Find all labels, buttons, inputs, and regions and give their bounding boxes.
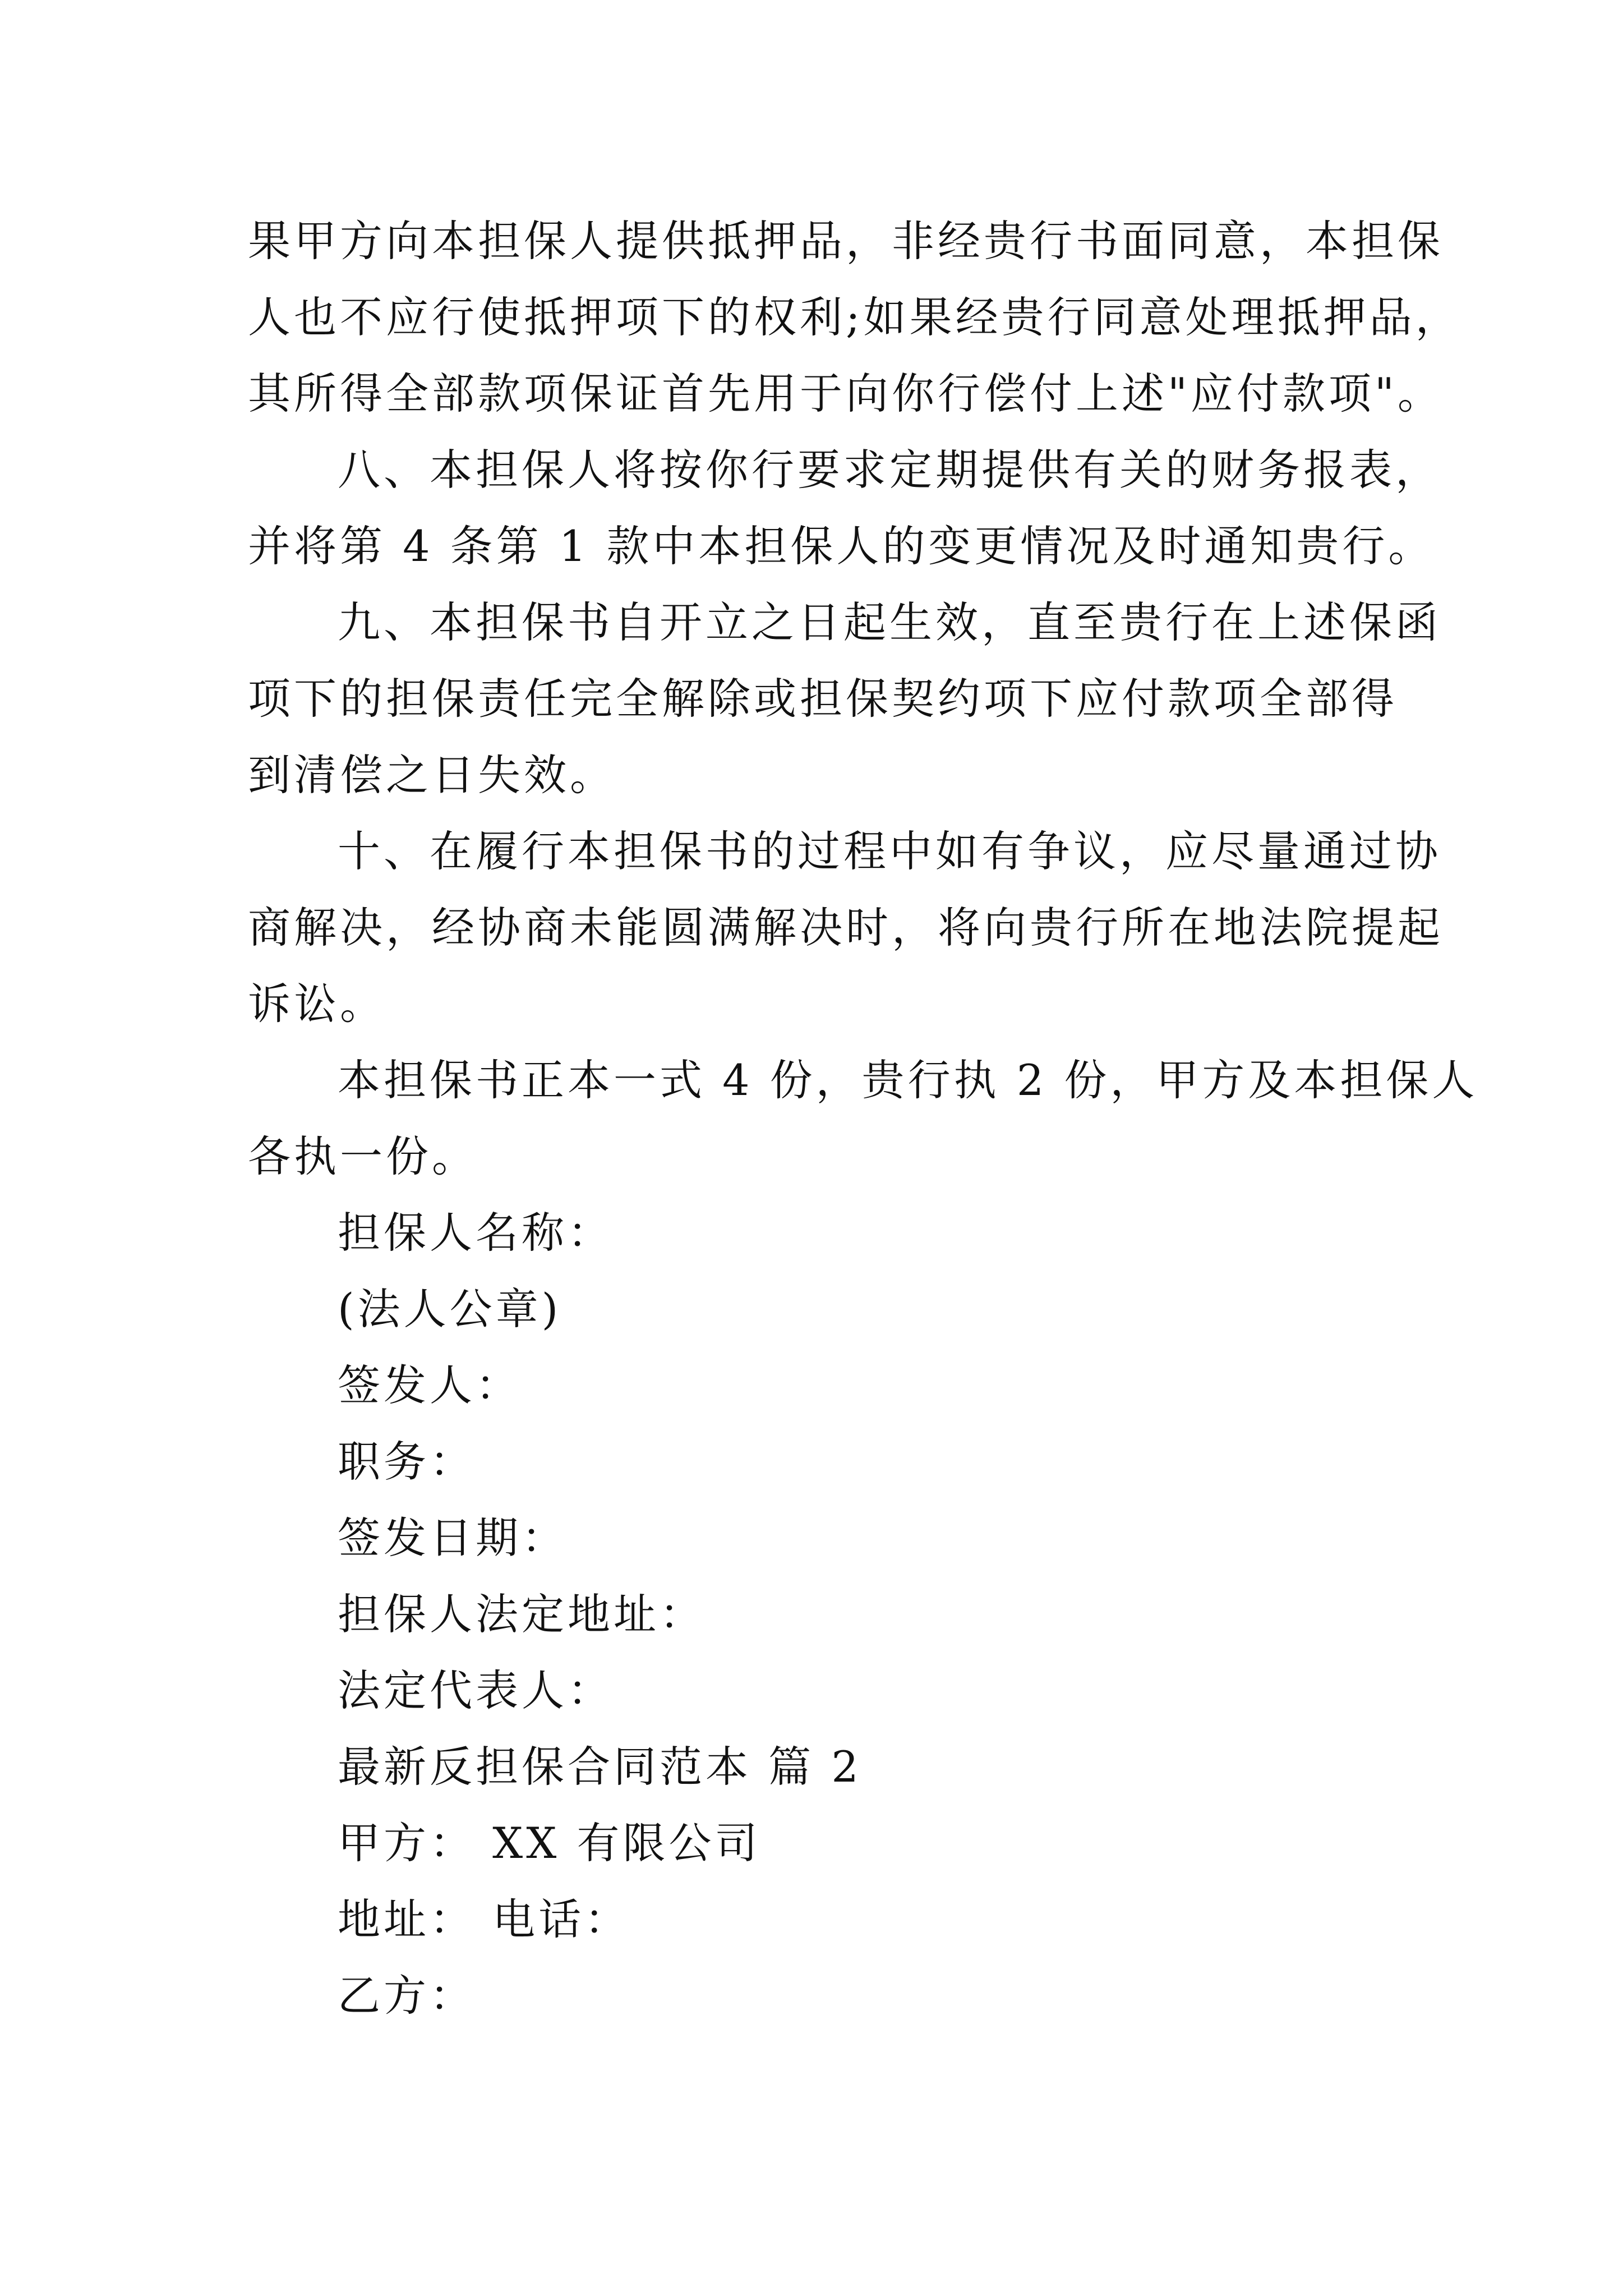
text-line: 诉讼。 — [248, 979, 386, 1029]
text-line: 九、本担保书自开立之日起生效，直至贵行在上述保函 — [338, 597, 1441, 647]
text-line: 签发日期： — [338, 1513, 568, 1563]
text-line: 八、本担保人将按你行要求定期提供有关的财务报表， — [338, 445, 1441, 495]
text-line: 商解决，经协商未能圆满解决时，将向贵行所在地法院提起 — [248, 903, 1444, 953]
text-line: 其所得全部款项保证首先用于向你行偿付上述"应付款项"。 — [248, 369, 1444, 418]
document-body — [248, 203, 1478, 2034]
text-line: 十、在履行本担保书的过程中如有争议，应尽量通过协 — [338, 826, 1441, 876]
text-line: 乙方： — [338, 1971, 476, 2021]
text-line: (法人公章) — [338, 1284, 562, 1334]
text-line: 签发人： — [338, 1360, 522, 1410]
text-line: 并将第 4 条第 1 款中本担保人的变更情况及时通知贵行。 — [248, 521, 1435, 571]
text-line: 人也不应行使抵押项下的权利;如果经贵行同意处理抵押品， — [248, 292, 1461, 342]
text-line: 地址： 电话： — [338, 1894, 631, 1944]
text-line: 担保人名称： — [338, 1208, 614, 1258]
text-line: 各执一份。 — [248, 1131, 478, 1181]
text-line: 法定代表人： — [338, 1665, 614, 1715]
text-line: 本担保书正本一式 4 份，贵行执 2 份，甲方及本担保人 — [338, 1055, 1478, 1105]
text-line: 果甲方向本担保人提供抵押品，非经贵行书面同意，本担保 — [248, 216, 1444, 266]
text-line: 最新反担保合同范本 篇 2 — [338, 1742, 862, 1792]
text-line: 担保人法定地址： — [338, 1589, 706, 1639]
text-line: 甲方： XX 有限公司 — [338, 1818, 761, 1868]
text-line: 项下的担保责任完全解除或担保契约项下应付款项全部得 — [248, 674, 1398, 724]
text-line: 职务： — [338, 1437, 476, 1487]
text-line: 到清偿之日失效。 — [248, 750, 616, 800]
